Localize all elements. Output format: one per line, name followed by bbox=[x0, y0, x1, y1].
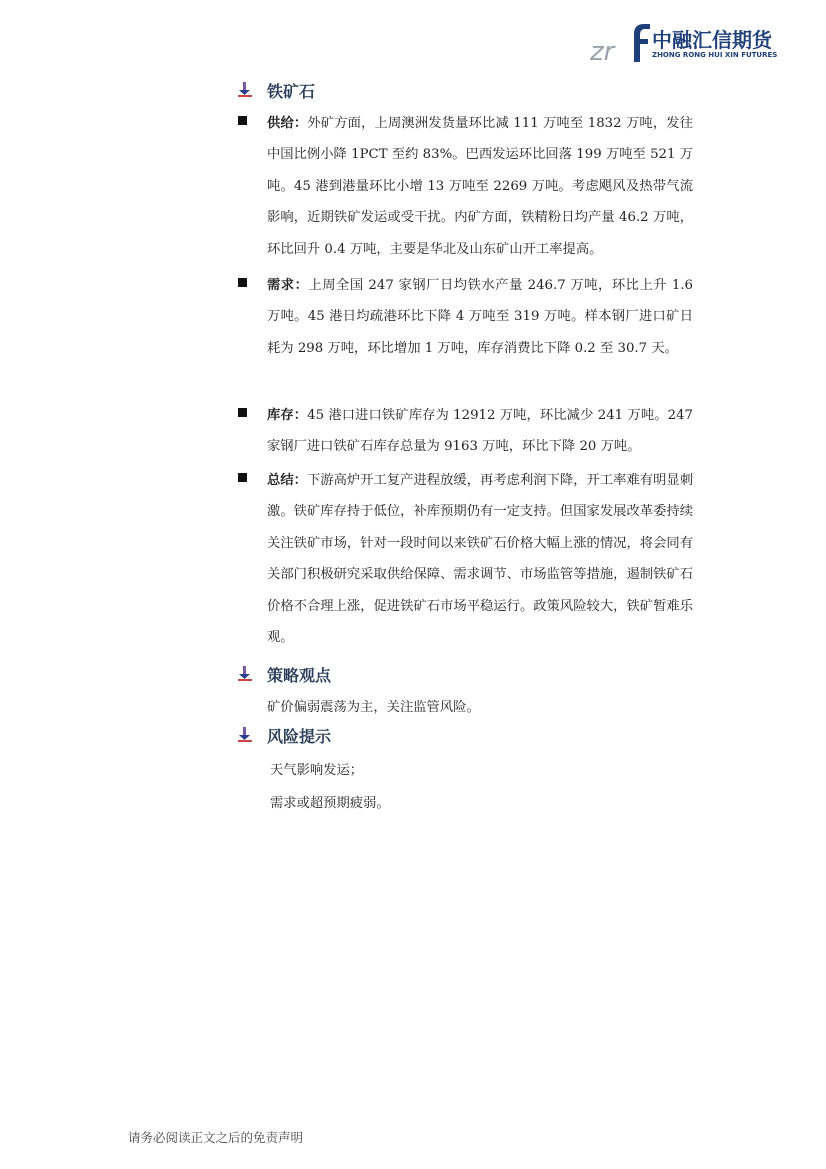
section-title: 风险提示 bbox=[267, 726, 332, 746]
bullet-demand bbox=[238, 270, 693, 364]
square-bullet-icon bbox=[238, 278, 247, 287]
bullet-text: 45 港口进口铁矿库存为 12912 万吨，环比减少 241 万吨。247 家钢厂进口铁矿石库存总量为 9163 万吨，环比下降 20 万吨。 bbox=[267, 408, 693, 455]
bullet-text: 外矿方面，上周澳洲发货量环比减 111 万吨至 1832 万吨，发往中国比例小降 1PCT 至约 83%。巴西发运环比回落 199 万吨至 521 万吨。45 港到港量环比小增 13 万吨至 2269 万吨。考虑飓风及热带气流影响，近期铁矿发运或受干扰。内矿方面，铁精粉日均产量 46.2 万吨，环比回升 0.4 万吨，主要是华北及山东矿山开工率提高。 bbox=[267, 116, 693, 257]
square-bullet-icon bbox=[238, 473, 247, 482]
square-bullet-icon bbox=[238, 408, 247, 417]
svg-text:zr: zr bbox=[590, 37, 615, 64]
bullet-label: 供给： bbox=[267, 116, 308, 131]
bullet-supply bbox=[238, 108, 693, 265]
disclaimer-footer: 请务必阅读正文之后的免责声明 bbox=[128, 1130, 304, 1145]
section-strategy-heading bbox=[238, 662, 331, 686]
arrow-bullet-icon bbox=[238, 82, 252, 98]
square-bullet-icon bbox=[238, 116, 247, 125]
section-iron-ore-heading bbox=[238, 78, 315, 102]
company-logo bbox=[590, 20, 780, 64]
risk-item: 需求或超预期疲弱。 bbox=[270, 796, 390, 811]
strategy-text: 矿价偏弱震荡为主，关注监管风险。 bbox=[267, 700, 480, 715]
bullet-label: 需求： bbox=[267, 278, 309, 293]
bullet-text: 下游高炉开工复产进程放缓，再考虑利润下降，开工率难有明显刺激。铁矿库存持于低位，补库预期仍有一定支持。但国家发展改革委持续关注铁矿市场，针对一段时间以来铁矿石价格大幅上涨的情况，将会同有关部门积极研究采取供给保障、需求调节、市场监管等措施，遏制铁矿石价格不合理上涨，促进铁矿石市场平稳运行。政策风险较大，铁矿暂难乐观。 bbox=[267, 473, 694, 646]
bullet-label: 总结： bbox=[267, 473, 307, 488]
section-risk-heading bbox=[238, 723, 331, 747]
bullet-inventory bbox=[238, 400, 693, 463]
logo-english-name: ZHONG RONG HUI XIN FUTURES bbox=[652, 51, 778, 59]
bullet-text: 上周全国 247 家钢厂日均铁水产量 246.7 万吨，环比上升 1.6 万吨。45 港日均疏港环比下降 4 万吨至 319 万吨。样本钢厂进口矿日耗为 298 万吨，环比增加 1 万吨，库存消费比下降 0.2 至 30.7 天。 bbox=[267, 278, 693, 356]
arrow-bullet-icon bbox=[238, 666, 252, 682]
section-title: 铁矿石 bbox=[267, 81, 316, 101]
bullet-label: 库存： bbox=[267, 408, 308, 423]
risk-item: 天气影响发运； bbox=[270, 763, 364, 778]
zrf-logo-icon bbox=[590, 20, 652, 64]
section-title: 策略观点 bbox=[267, 665, 332, 685]
bullet-summary bbox=[238, 465, 693, 653]
logo-chinese-name: 中融汇信期货 bbox=[652, 28, 772, 52]
arrow-bullet-icon bbox=[238, 727, 252, 743]
